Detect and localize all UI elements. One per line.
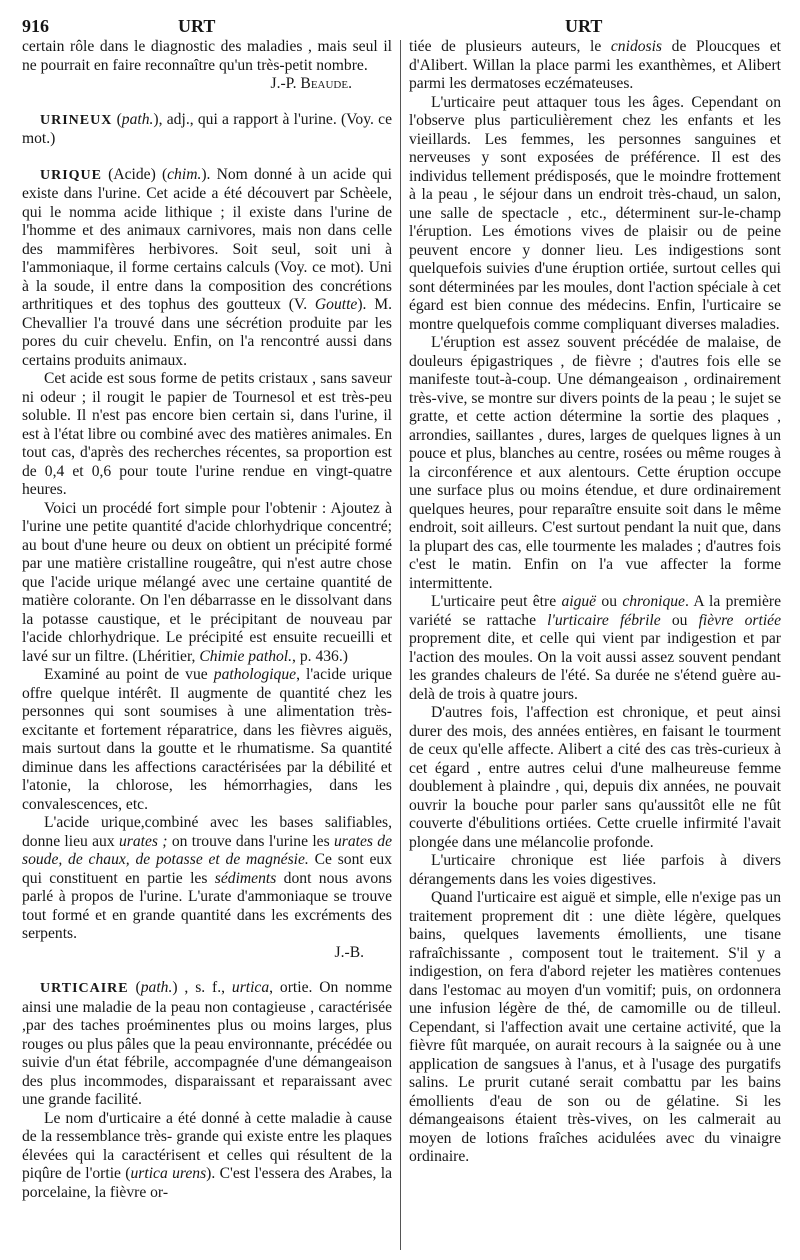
entry-urique: URIQUE (Acide) (chim.). Nom donné à un acide qui existe dans l'urine. Cet acide a été découvert par Schèele, qui le nomma acide lithique ; il existe dans l'urine de l'homme et des animaux carnivores, mais non dans celle des mammifères herbivores. Soit seul, soit uni à l'ammoniaque, il forme certains calculs (Voy. ce mot). Uni à la soude, il entre dans la composition des concrétions arthritiques et des tophus des goutteux (V. Goutte). M. Chevallier l'a trouvé dans une sécrétion produite par les pores du cuir chevelu. Enfin, on l'a rencontré aussi dans certains produits animaux.: [22, 165, 392, 369]
author-signature: J.-P. Beaude.: [270, 75, 352, 92]
paragraph-name-origin: Le nom d'urticaire a été donné à cette maladie à cause de la ressemblance très- grande qui existe entre les plaques élevées qui la caractérisent et celles qui résultent de la piqûre de l'ortie (urtica urens). C'est l'essera des Arabes, la porcelaine, la fièvre or-: [22, 1109, 392, 1201]
entry-urticaire: URTICAIRE (path.) , s. f., urtica, ortie. On nomme ainsi une maladie de la peau non contagieuse , caractérisée ,par des taches proéminentes plus ou moins larges, plus rouges ou plus pâles que la peau environnante, précédée ou suivie d'un état fébrile, accompagnée d'une démangeaison des plus incommodes, disparaissant et reparaissant avec une grande facilité.: [22, 979, 392, 1108]
paragraph-pathology: Examiné au point de vue pathologique, l'acide urique offre quelque intérêt. Il augmente de quantité chez les personnes qui sont soumises à une alimentation très-excitante et fortement réparatrice, dans les fièvres aiguës, mais surtout dans la goutte et le rhumatisme. Sa quantité diminue dans les affections caractérisées par la débilité et l'atonie, la chlorose, les hémorrhagies, dans les convalescences, etc.: [22, 666, 392, 813]
left-column: [22, 38, 392, 1202]
running-head-left: URT: [178, 16, 216, 36]
running-head-right: URT: [565, 16, 603, 36]
paragraph-chronic: D'autres fois, l'affection est chronique, et peut ainsi durer des mois, des années entières, en faisant le tourment de ceux qu'elle affecte. Alibert a cité des cas très-curieux à cet égard , entre autres celui d'une malheureuse femme doublement à plaindre , qui, depuis dix années, ne pouvait ouvrir la bouche pour parler sans qu'aussitôt elle ne fût couverte d'ébulitions ortiées. Cette cruelle infirmité l'avait plongée dans une mélancolie profonde.: [409, 704, 781, 851]
column-divider: [400, 40, 401, 1250]
headword: URIQUE: [40, 167, 103, 183]
paragraph-urates: L'acide urique,combiné avec les bases salifiables, donne lieu aux urates ; on trouve dans l'urine les urates de soude, de chaux, de potasse et de magnésie. Ce sont eux qui constituent en partie les sédiments dont nous avons parlé à propos de l'urine. L'urate d'ammoniaque se trouve tout formé et en grande quantité dans les excréments des serpents.: [22, 814, 393, 942]
paragraph-crystals: Cet acide est sous forme de petits cristaux , sans saveur ni odeur ; il rougit le papier de Tournesol et est très-peu soluble. Il n'est pas encore bien certain si, dans l'urine, il est à l'état libre ou combiné avec des matières animales. En tout cas, d'après des recherches récentes, sa proportion est de 0,4 et 0,6 pour toute l'urine rendue en vingt-quatre heures.: [22, 370, 392, 498]
headword: URTICAIRE: [40, 981, 129, 996]
continued-paragraph: certain rôle dans le diagnostic des maladies , mais seul il ne pourrait en faire reconnaître qu'un très-petit nombre.: [22, 38, 392, 74]
paragraph-digestive: L'urticaire chronique est liée parfois à divers dérangements dans les voies digestives.: [409, 852, 781, 888]
entry-urineux: URINEUX (path.), adj., qui a rapport à l'urine. (Voy. ce mot.): [22, 110, 392, 147]
right-column: [409, 38, 781, 1167]
headword: URINEUX: [40, 112, 113, 128]
paragraph-eruption: L'éruption est assez souvent précédée de malaise, de douleurs épigastriques , de fièvre ; d'autres fois elle se manifeste tout-à-coup. Une démangeaison , ordinairement très-vive, se montre sur divers points de la peau ; le sujet se gratte, et cette action détermine la sortie des plaques , arrondies, saillantes , dures, larges de quelques lignes à un pouce et plus, blanches au centre, rosées ou même rouges à la circonférence et aux alentours. Cette éruption occupe une surface plus ou moins étendue, et dure ordinairement quelques heures, pour reparaître ensuite soit dans le même endroit, soit ailleurs. C'est surtout pendant la nuit que, dans la plupart des cas, elle tourmente les malades ; d'autres fois c'est le matin. Enfin on l'a vue affecter la forme intermittente.: [409, 334, 781, 592]
author-signature: J.-B.: [334, 943, 364, 961]
paragraph-acute: L'urticaire peut être aiguë ou chronique. A la première variété se rattache l'urticaire fébrile ou fièvre ortiée proprement dite, et celle qui vient par indigestion et par l'action des moules. On la voit aussi assez souvent pendant les grandes chaleurs de l'été. Sa durée ne s'étend guère au-delà de trois à quatre jours.: [409, 593, 782, 703]
page-number: 916: [22, 16, 49, 36]
paragraph-treatment: Quand l'urticaire est aiguë et simple, elle n'exige pas un traitement proprement dit : une diète légère, quelques bains, quelques lavements émollients, une tisane rafraîchissante , composent tout le traitement. S'il y a indigestion, on fera d'abord rejeter les matières contenues dans l'estomac au moyen d'un vomitif; puis, on ordonnera une infusion légère de thé, de camomille ou de tilleul. Cependant, si l'affection avait une certaine activité, que la fièvre fût marquée, on aurait recours à la saignée ou à une application de sangsues à l'anus, et à l'usage des purgatifs salins. Le prurit cutané serait combattu par les bains émollients d'eau de son ou de gélatine. Si les démangeaisons étaient très-vives, on les calmerait au moyen de lotions fraîches acidulées avec du vinaigre ordinaire.: [409, 889, 781, 1165]
paragraph-ages: L'urticaire peut attaquer tous les âges. Cependant on l'observe plus particulièrement chez les enfants et les vieillards. Les femmes, les personnes sanguines et nerveuses y sont exposées de préférence. Il est des individus tellement prédisposés, que le moindre frottement à la peau , le séjour dans un endroit très-chaud, un salon, une salle de spectacle , etc., déterminent sur-le-champ l'éruption. Les émotions vives de plaisir ou de peine peuvent encore y donner lieu. Les indigestions sont quelquefois suivies d'une éruption ortiée, surtout celles qui sont déterminées par les moules, dont l'action spéciale à cet égard est bien connue des médecins. Enfin, l'urticaire se montre quelquefois comme compliquant diverses maladies.: [409, 93, 781, 333]
continued-paragraph: tiée de plusieurs auteurs, le cnidosis de Ploucques et d'Alibert. Willan la place parmi les exanthèmes, et Alibert parmi les dermatoses eczémateuses.: [409, 38, 781, 92]
paragraph-procedure: Voici un procédé fort simple pour l'obtenir : Ajoutez à l'urine une petite quantité d'acide chlorhydrique concentré; au bout d'une heure ou deux on obtient un précipité formé par une matière cristalline rougeâtre, qui n'est autre chose que l'acide urique mélangé avec une certaine quantité de matière colorante. On l'en débarrasse en le dissolvant dans la potasse caustique, et le précipitant de nouveau par l'acide chlorhydrique. Le précipité est ensuite recueilli et lavé sur un filtre. (Lhéritier, Chimie pathol., p. 436.): [22, 499, 392, 665]
